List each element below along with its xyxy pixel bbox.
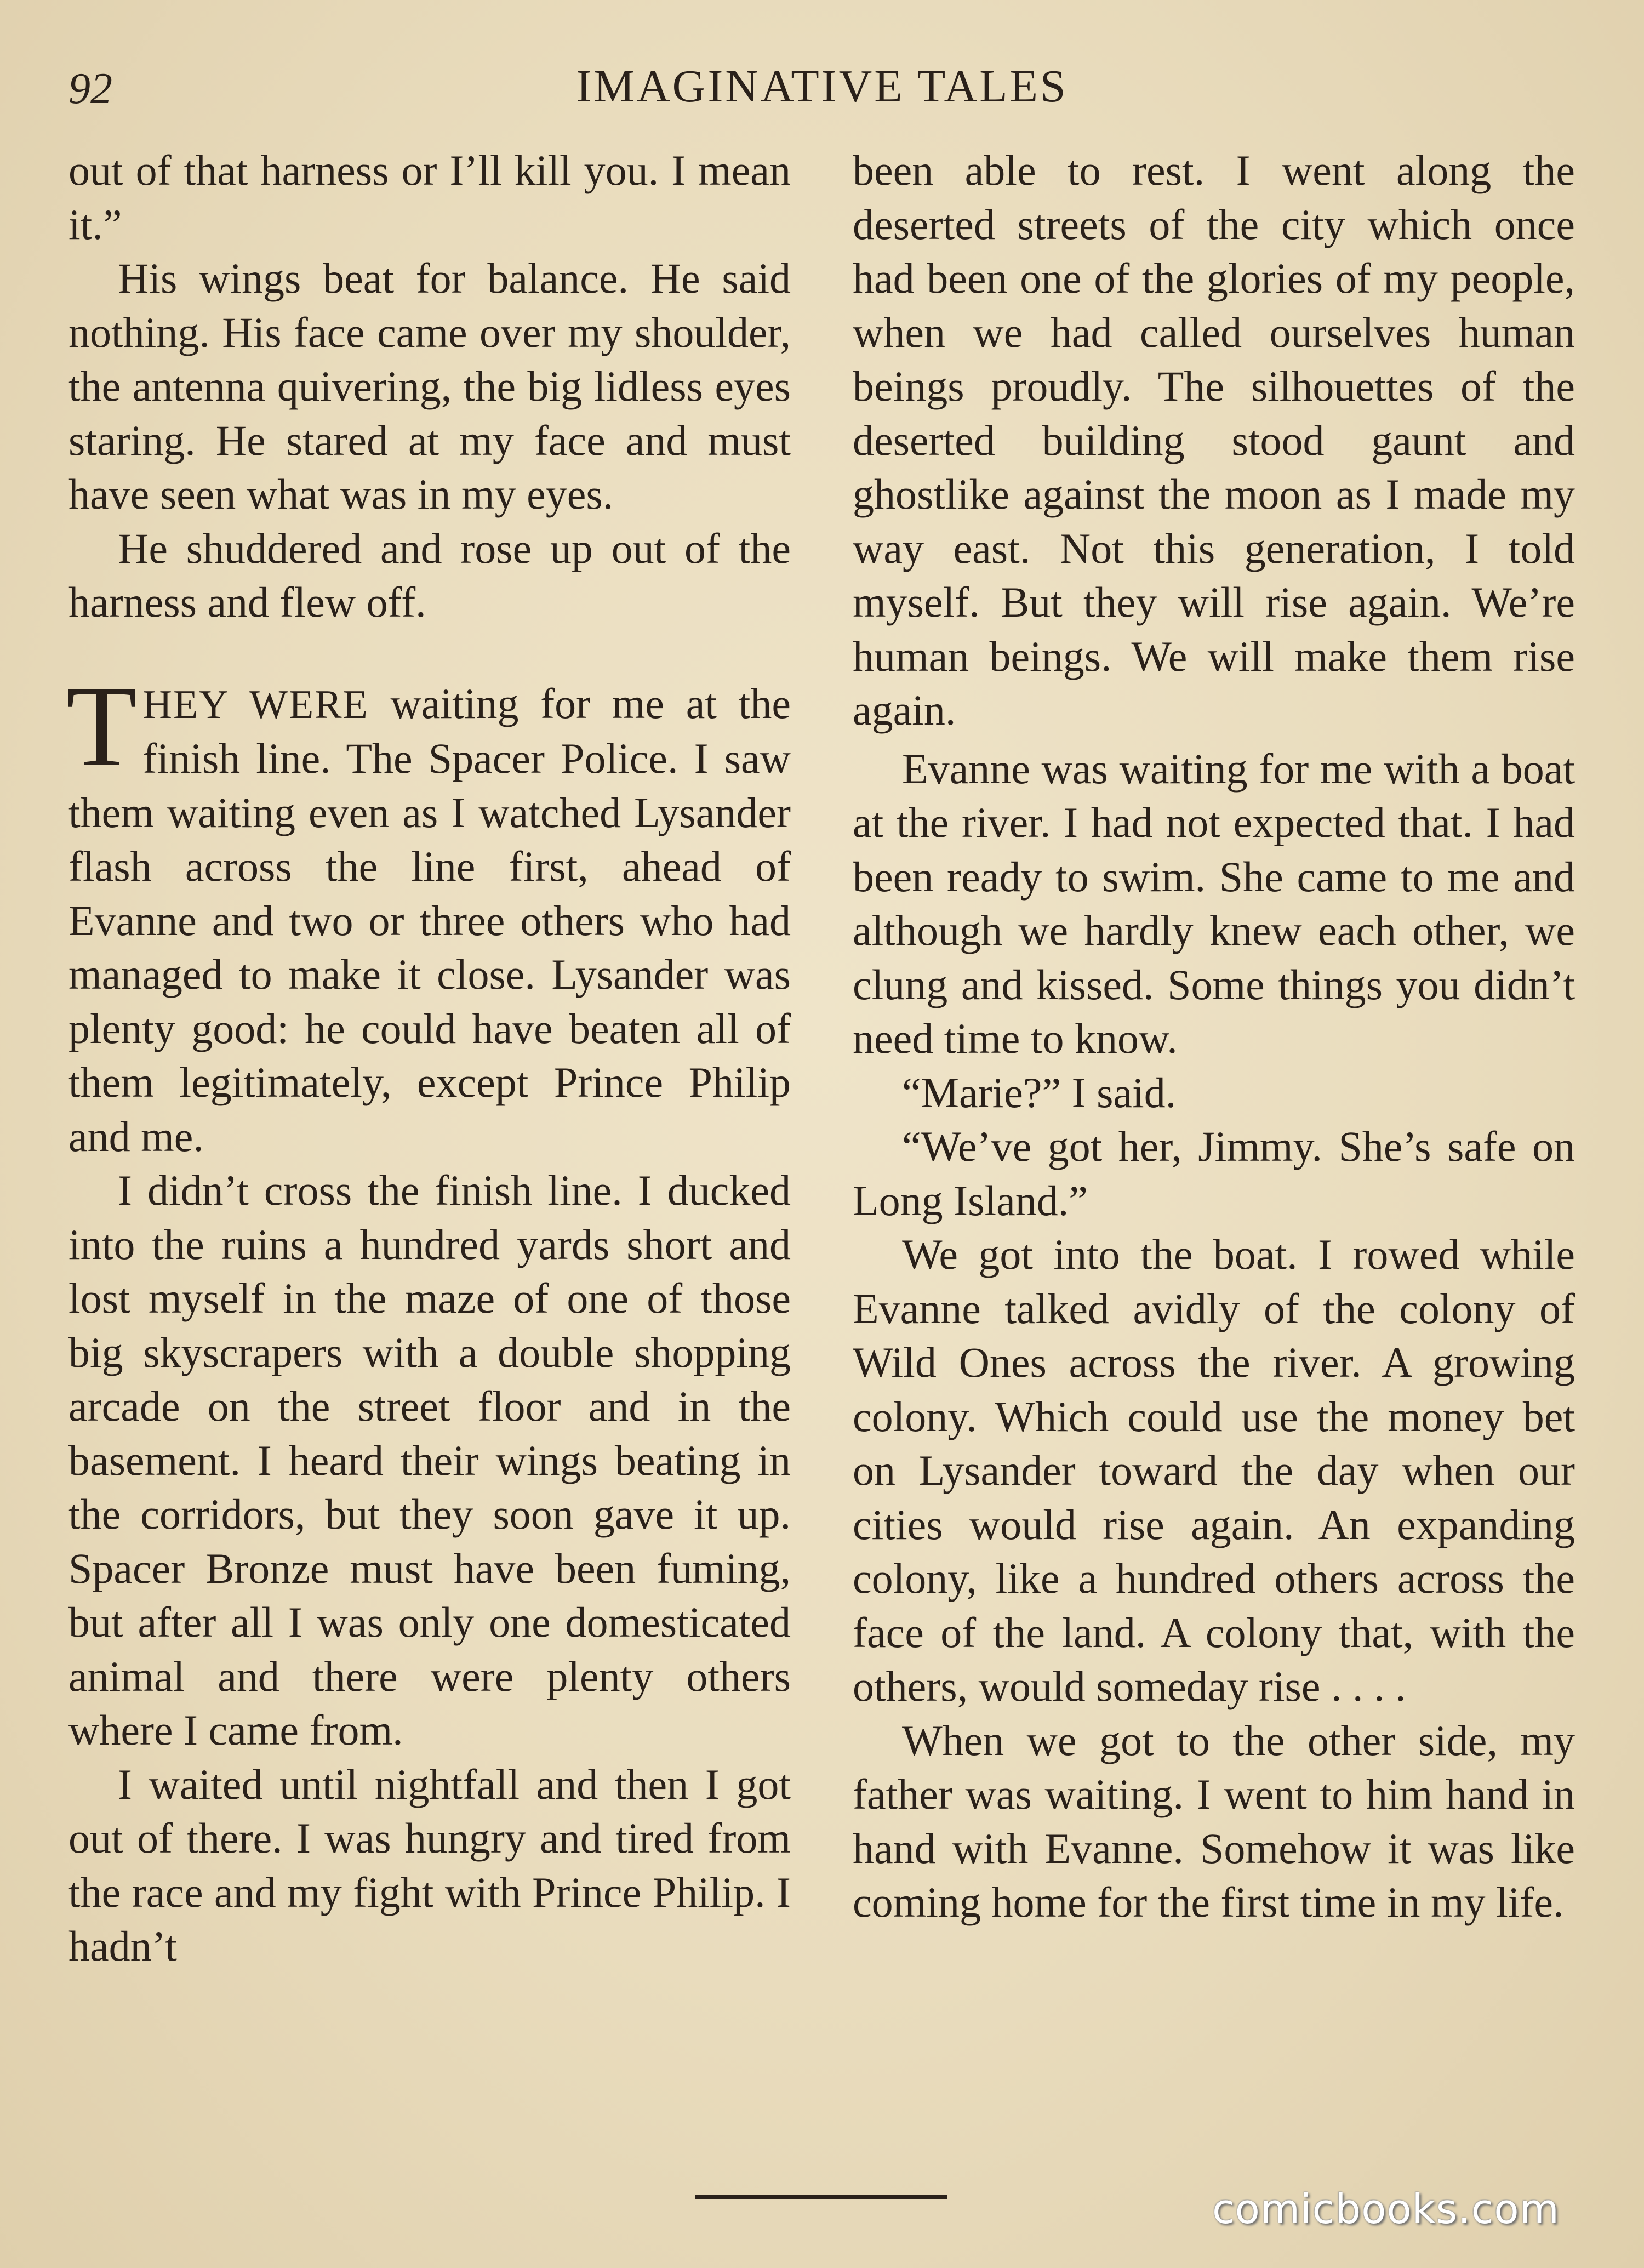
paragraph: I waited until nightfall and then I got out of there. I was hungry and tired from the race and my fight with Prince Philip. I hadn’t — [68, 1760, 791, 1970]
page-number: 92 — [68, 65, 112, 113]
paragraph: “Marie?” I said. — [902, 1068, 1177, 1116]
small-caps-lead: HEY WERE — [142, 682, 369, 727]
left-column — [68, 144, 791, 1974]
watermark: comicbooks.com — [1212, 2186, 1560, 2233]
right-column — [853, 144, 1575, 1930]
paragraph: been able to rest. I went along the deserted streets of the city which once had been one of the glories of my people, when we had called ourselves human beings proudly. The silhouettes of the deserted building stood gaunt and ghostlike against the moon as I made my way east. Not this generation, I told myself. But they will rise again. We’re human beings. We will make them rise again. — [853, 146, 1575, 734]
paragraph: We got into the boat. I rowed while Evanne talked avidly of the colony of Wild Ones across the river. A growing colony. Which could use the money bet on Lysander toward the day when our cities would rise again. An expanding colony, like a hundred others across the face of the land. A colony that, with the others, would someday rise . . . . — [853, 1230, 1575, 1710]
paragraph: Evanne was waiting for me with a boat at the river. I had not expected that. I had been ready to swim. She came to me and although we hardly knew each other, we clung and kissed. Some things you didn’t need time to know. — [853, 744, 1575, 1062]
paragraph: “We’ve got her, Jimmy. She’s safe on Long Island.” — [853, 1122, 1575, 1224]
story-end-rule — [695, 2195, 947, 2199]
paragraph: When we got to the other side, my father was waiting. I went to him hand in hand with Evanne. Somehow it was like coming home for the first time in my life. — [853, 1716, 1575, 1926]
paragraph: out of that harness or I’ll kill you. I mean it.” — [68, 146, 791, 248]
running-title: IMAGINATIVE TALES — [576, 61, 1068, 112]
section-opening-paragraph — [66, 661, 791, 1164]
paragraph: I didn’t cross the finish line. I ducked into the ruins a hundred yards short and lost myself in the maze of one of those big skyscrapers with a double shopping arcade on the street floor and in the basement. I heard their wings beating in the corridors, but they soon gave it up. Spacer Bronze must have been fuming, but after all I was only one domesticated animal and there were plenty others where I came from. — [68, 1166, 791, 1754]
paragraph: His wings beat for balance. He said nothing. His face came over my shoulder, the antenna quivering, the big lidless eyes staring. He stared at my face and must have seen what was in my eyes. — [68, 254, 791, 518]
paragraph-text: waiting for me at the finish line. The Spacer Police. I saw them waiting even as I watched Lysander flash across the line first, ahead of Evanne and two or three others who had managed to make it close. Lysander was plenty good: he could have beaten all of them legitimately, except Prince Philip and me. — [68, 679, 791, 1160]
drop-cap: T — [66, 661, 138, 790]
paragraph: He shuddered and rose up out of the harness and flew off. — [68, 524, 791, 626]
